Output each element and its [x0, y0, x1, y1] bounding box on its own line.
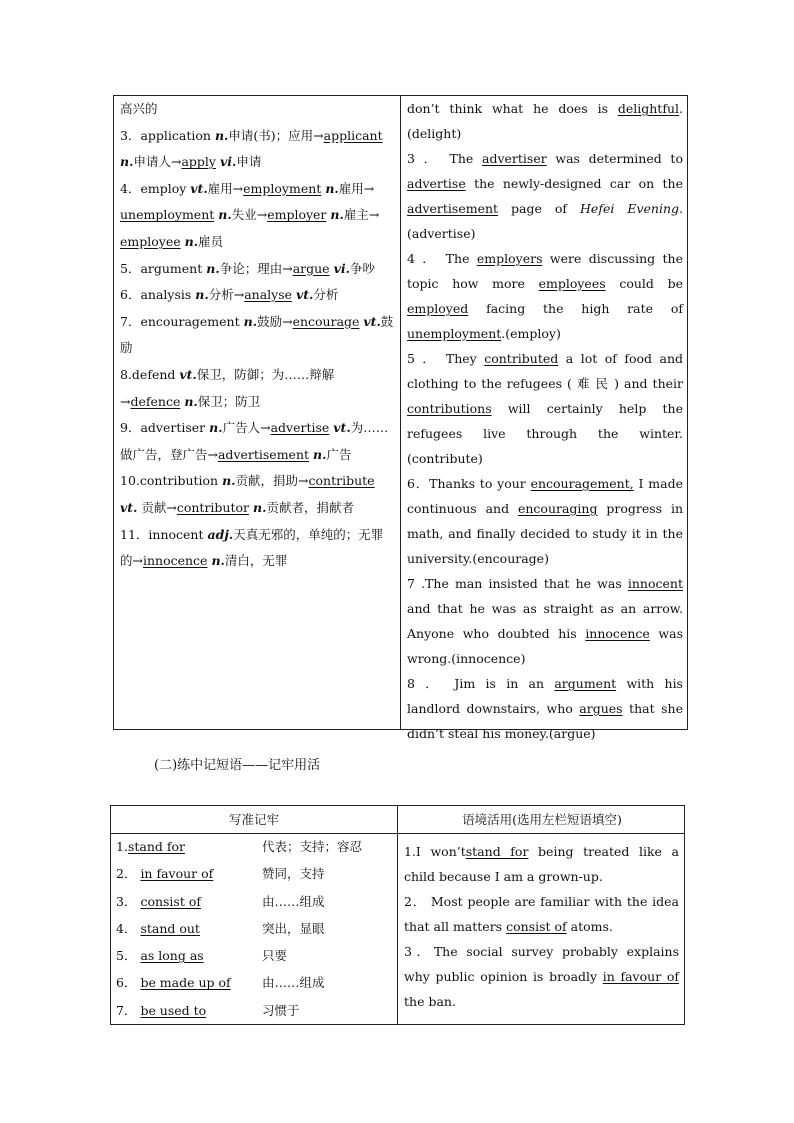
phrase-item: 4． stand out 突出，显眼 [116, 920, 325, 936]
phrase-item: 7． be used to 习惯于 [116, 1002, 300, 1018]
phrase-list [111, 833, 397, 1024]
word-item-6: 6．analysis n.分析→analyse vt.分析 [120, 287, 339, 303]
sentence-practice-column [401, 96, 689, 741]
word-item-3: 3．application n.申请(书)；应用→applicant n.申请人→apply vi.申请 [120, 127, 383, 170]
context-sentences [398, 839, 686, 1024]
section-title: (二)练中记短语——记牢用活 [154, 758, 321, 773]
sentence-6: 6．Thanks to your encouragement, I made continuous and encouraging progress in math, and finally decided to study it in the university.(encourage) [407, 476, 684, 566]
word-item-5: 5．argument n.争论；理由→argue vi.争吵 [120, 260, 375, 276]
phrase-item: 2． in favour of 赞同，支持 [116, 866, 325, 882]
header-context-use: 语境活用(选用左栏短语填空) [462, 812, 622, 827]
word-item-9: 9．advertiser n.广告人→advertise vt.为……做广告，登广告→advertisement n.广告 [120, 420, 389, 462]
word-item-10: 10.contribution n.贡献，捐助→contribute vt. 贡献→contributor n.贡献者，捐献者 [120, 473, 375, 515]
sentence-8: 8 ． Jim is in an argument with his landlord downstairs, who argues that she didn’t steal his money.(argue) [407, 676, 683, 741]
word-item-11: 11．innocent adj.天真无邪的，单纯的；无罪的→innocence n.清白，无罪 [120, 526, 384, 569]
context-sentence-2: 2． Most people are familiar with the idea that all matters consist of atoms. [404, 894, 679, 934]
word-item-2-continued: 高兴的 [120, 101, 158, 116]
vocabulary-table [113, 95, 688, 741]
phrase-table [110, 805, 685, 1025]
sentence-4: 4 ． The employers were discussing the topic how more employees could be employed facing the high rate of unemployment.(employ) [407, 251, 683, 341]
sentence-3: 3 ． The advertiser was determined to advertise the newly-designed car on the advertisement page of Hefei Evening.(advertise) [407, 151, 683, 241]
sentence-7: 7 .The man insisted that he was innocent and that he was as straight as an arrow. Anyone who doubted his innocence was wrong.(innocence) [407, 576, 683, 666]
word-item-4: 4．employ vt.雇用→employment n.雇用→ unemployment n.失业→employer n.雇主→ employee n.雇员 [120, 180, 380, 249]
word-item-8: 8.defend vt.保卫，防御；为……辩解→defence n.保卫；防卫 [120, 366, 335, 409]
word-item-7: 7．encouragement n.鼓励→encourage vt.鼓励 [120, 313, 394, 356]
phrase-item: 6． be made up of 由……组成 [116, 975, 325, 991]
context-sentence-3: 3．The social survey probably explains why public opinion is broadly in favour of the ban. [404, 944, 679, 1009]
phrase-item: 1.stand for 代表；支持；容忍 [116, 839, 363, 854]
phrase-item: 5． as long as 只要 [116, 948, 288, 964]
phrase-item: 3． consist of 由……组成 [116, 893, 325, 909]
header-memorize: 写准记牢 [228, 812, 279, 827]
sentence-2-continued: don’t think what he does is delightful.(delight) [407, 101, 683, 141]
sentence-5: 5 ． They contributed a lot of food and clothing to the refugees ( 难 民 ) and their contributions will certainly help the refugees live through the winter.(contribute) [407, 351, 684, 466]
context-sentence-1: 1.I won’tstand for being treated like a child because I am a grown-up. [404, 844, 679, 884]
word-family-column [114, 96, 400, 729]
